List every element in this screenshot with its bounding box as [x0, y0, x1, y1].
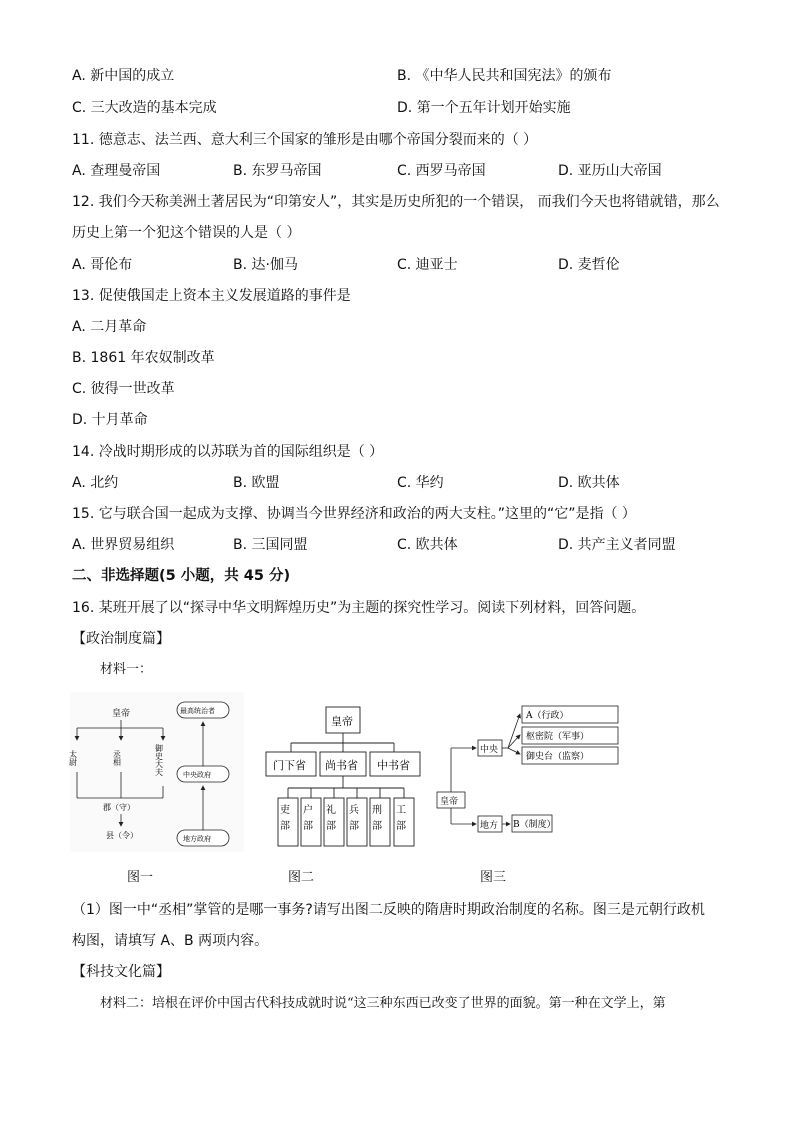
- fig2-li: 吏部: [277, 804, 289, 836]
- fig1-chengxiang: 丞相: [112, 750, 122, 766]
- q13-option-b: B. 1861 年农奴制改革: [72, 350, 215, 366]
- q10-option-b: B. 《中华人民共和国宪法》的颁布: [397, 68, 612, 84]
- q16-sub1-line2: 构图，请填写 A、B 两项内容。: [72, 933, 269, 949]
- q11-stem: 11. 德意志、法兰西、意大利三个国家的雏形是由哪个帝国分裂而来的（ ）: [72, 132, 538, 148]
- fig3-b: B（制度）: [513, 820, 556, 830]
- q13-stem: 13. 促使俄国走上资本主义发展道路的事件是: [72, 288, 351, 304]
- fig3-local: 地方: [480, 821, 499, 831]
- q11-option-c: C. 西罗马帝国: [397, 163, 486, 179]
- q11-option-a: A. 查理曼帝国: [72, 163, 161, 179]
- figure-1-diagram: [70, 692, 244, 852]
- fig1-xian: 县（令）: [106, 831, 138, 840]
- fig2-bing: 兵部: [346, 804, 358, 836]
- fig1-jun: 郡（守）: [103, 803, 135, 812]
- q13-option-d: D. 十月革命: [72, 412, 148, 428]
- fig2-hu: 户部: [300, 804, 312, 836]
- q14-option-d: D. 欧共体: [558, 475, 620, 491]
- q14-option-b: B. 欧盟: [233, 475, 280, 491]
- figure-1-caption: 图一: [127, 870, 154, 885]
- material-1-label: 材料一：: [100, 662, 153, 677]
- fig2-menxia: 门下省: [273, 759, 306, 772]
- fig2-lirites: 礼部: [323, 804, 335, 836]
- part-heading-science: 【科技文化篇】: [72, 964, 170, 980]
- q16-stem: 16. 某班开展了以“探寻中华文明辉煌历史”为主题的探究性学习。阅读下列材料，回答问题。: [72, 600, 646, 616]
- fig3-emperor: 皇帝: [440, 797, 459, 807]
- q14-option-a: A. 北约: [72, 475, 119, 491]
- fig2-zhongshu: 中书省: [377, 759, 410, 772]
- figure-2-caption: 图二: [288, 870, 315, 885]
- q12-stem-line2: 历史上第一个犯这个错误的人是（ ）: [72, 225, 301, 241]
- q11-option-b: B. 东罗马帝国: [233, 163, 322, 179]
- section-heading: 二、非选择题(5 小题，共 45 分): [72, 568, 291, 584]
- q11-option-d: D. 亚历山大帝国: [558, 163, 662, 179]
- fig3-shumi: 枢密院（军事）: [526, 732, 590, 742]
- fig2-gong: 工部: [393, 804, 405, 836]
- fig1-emperor: 皇帝: [112, 709, 131, 719]
- q12-option-a: A. 哥伦布: [72, 257, 133, 273]
- q15-option-a: A. 世界贸易组织: [72, 537, 175, 553]
- q12-option-c: C. 迪亚士: [397, 257, 458, 273]
- fig2-xing: 刑部: [369, 804, 381, 836]
- fig3-a: A（行政）: [526, 711, 569, 721]
- q12-option-d: D. 麦哲伦: [558, 257, 620, 273]
- figure-3-caption: 图三: [480, 870, 507, 885]
- q12-option-b: B. 达·伽马: [233, 257, 298, 273]
- q10-option-d: D. 第一个五年计划开始实施: [397, 100, 571, 116]
- q13-option-a: A. 二月革命: [72, 319, 147, 335]
- part-heading-politics: 【政治制度篇】: [72, 631, 170, 647]
- fig1-central: 中央政府: [183, 771, 211, 779]
- q15-option-c: C. 欧共体: [397, 537, 458, 553]
- figure-2-diagram: [258, 700, 426, 850]
- fig1-top: 最高统治者: [180, 707, 215, 715]
- q15-option-b: B. 三国同盟: [233, 537, 308, 553]
- q10-option-a: A. 新中国的成立: [72, 68, 175, 84]
- fig1-local: 地方政府: [183, 835, 211, 843]
- q10-option-c: C. 三大改造的基本完成: [72, 100, 217, 116]
- material-2-text: 材料二：培根在评价中国古代科技成就时说“这三种东西已改变了世界的面貌。第一种在文学上，第: [100, 996, 666, 1011]
- fig1-taiwei: 太尉: [68, 750, 78, 766]
- q15-option-d: D. 共产主义者同盟: [558, 537, 676, 553]
- fig3-central: 中央: [480, 745, 499, 755]
- figure-3-diagram: [434, 702, 624, 838]
- fig3-yushitai: 御史台（监察）: [526, 752, 590, 762]
- fig2-shangshu: 尚书省: [325, 759, 358, 772]
- q12-stem-line1: 12. 我们今天称美洲土著居民为“印第安人”，其实是历史所犯的一个错误， 而我们今天也将错就错，那么: [72, 194, 720, 210]
- fig1-yushi: 御史大夫: [154, 744, 164, 776]
- q16-sub1-line1: （1）图一中“丞相”掌管的是哪一事务?请写出图二反映的隋唐时期政治制度的名称。图三是元朝行政机: [72, 902, 705, 918]
- fig2-emperor: 皇帝: [331, 715, 353, 728]
- q13-option-c: C. 彼得一世改革: [72, 381, 175, 397]
- q15-stem: 15. 它与联合国一起成为支撑、协调当今世界经济和政治的两大支柱。”这里的“它”是指（ ）: [72, 506, 636, 522]
- q14-stem: 14. 冷战时期形成的以苏联为首的国际组织是（ ）: [72, 444, 384, 460]
- q14-option-c: C. 华约: [397, 475, 444, 491]
